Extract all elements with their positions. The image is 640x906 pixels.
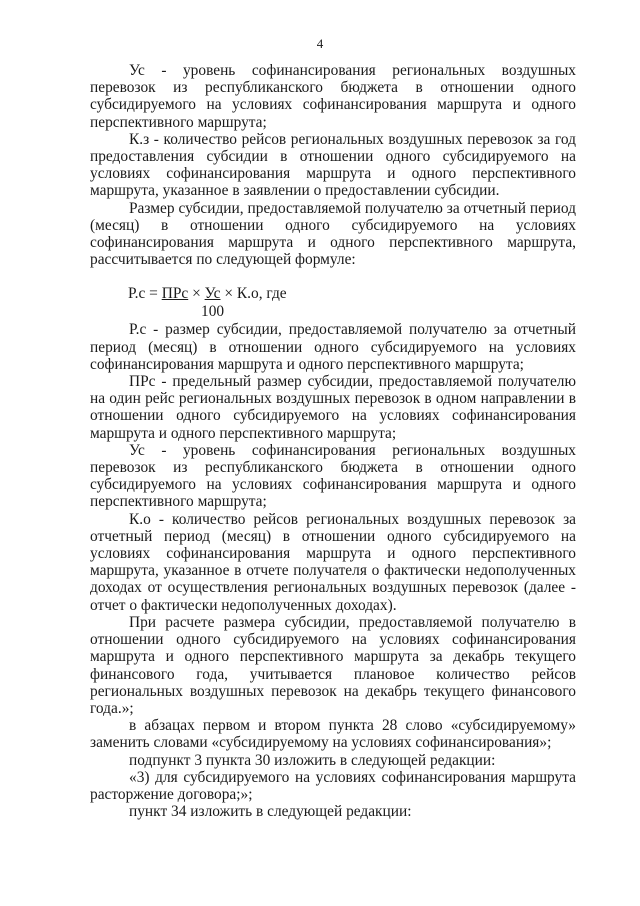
paragraph-amend-28: в абзацах первом и втором пункта 28 слово «субсидируемому» заменить словами «субсидируемому на условиях софинансирования»; [90, 717, 576, 752]
formula-multiply-1: × [188, 285, 205, 303]
paragraph-formula-intro: Размер субсидии, предоставляемой получателю за отчетный период (месяц) в отношении одного субсидируемого на условиях софинансирования маршрута и одного перспективного маршрута, рассчитывается по следующей формуле: [90, 199, 576, 269]
paragraph-us-definition: Ус - уровень софинансирования региональных воздушных перевозок из республиканского бюджета в отношении одного субсидируемого на условиях софинансирования маршрута и одного перспективного маршрута; [90, 62, 576, 131]
formula-line [128, 285, 576, 303]
paragraph-ko-definition: К.о - количество рейсов региональных воздушных перевозок за отчетный период (месяц) в отношении одного субсидируемого на условиях софинансирования маршрута и одного перспективного маршрута, указанное в отчете получателя о фактически недополученных доходах от осуществления региональных воздушных перевозок (далее - отчет о фактически недополученных доходах). [90, 510, 576, 614]
paragraph-december-calc: При расчете размера субсидии, предоставляемой получателю в отношении одного субсидируемого на условиях софинансирования маршрута и одного перспективного маршрута за декабрь текущего финансового года, учитывается плановое количество рейсов региональных воздушных перевозок на декабрь текущего финансового года.»; [90, 613, 576, 717]
paragraph-prs-definition: ПРс - предельный размер субсидии, предоставляемой получателю на один рейс региональных воздушных перевозок в одном направлении в отношении одного субсидируемого на условиях софинансирования маршрута и одного перспективного маршрута; [90, 373, 576, 442]
paragraph-us-definition-2: Ус - уровень софинансирования региональных воздушных перевозок из республиканского бюджета в отношении одного субсидируемого на условиях софинансирования маршрута и одного перспективного маршрута; [90, 441, 576, 511]
paragraph-amend-34: пункт 34 изложить в следующей редакции: [129, 803, 412, 821]
paragraph-amend-30: подпункт 3 пункта 30 изложить в следующей редакции: [129, 751, 496, 769]
formula-lhs: Р.с = [128, 285, 162, 303]
formula-term-us: Ус [204, 285, 221, 303]
formula-term-prs: ПРс [161, 285, 189, 303]
formula-multiply-2: × [220, 285, 237, 303]
paragraph-kz-definition: К.з - количество рейсов региональных воздушных перевозок за год предоставления субсидии в отношении одного субсидируемого на условиях софинансирования маршрута и одного перспективного маршрута, указанное в заявлении о предоставлении субсидии. [90, 130, 576, 200]
document-body [90, 62, 576, 820]
paragraph-rs-definition: Р.с - размер субсидии, предоставляемой получателю за отчетный период (месяц) в отношении одного субсидируемого на условиях софинансирования маршрута и одного перспективного маршрута; [90, 321, 576, 373]
formula [90, 285, 576, 321]
page-number: 4 [316, 36, 324, 51]
paragraph-amend-30-text: «3) для субсидируемого на условиях софинансирования маршрута расторжение договора;»; [90, 768, 576, 803]
formula-rest: К.о, где [236, 285, 287, 303]
formula-denominator: 100 [201, 303, 225, 321]
